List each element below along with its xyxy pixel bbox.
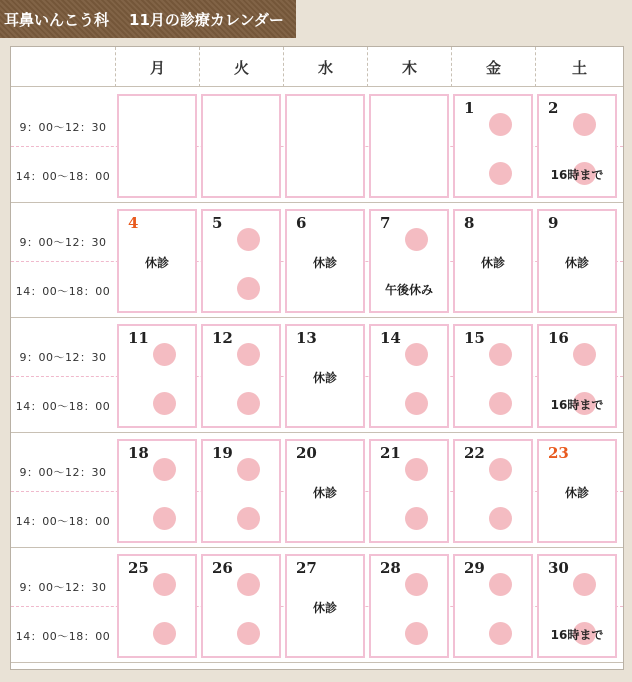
day-number: 25	[128, 559, 149, 577]
calendar-title: 11月の診療カレンダー	[129, 10, 284, 29]
day-number: 19	[212, 444, 233, 462]
day-number: 9	[548, 214, 559, 232]
pm-open-dot	[153, 507, 176, 530]
day-cell	[201, 439, 281, 543]
day-note: 16時まで	[550, 168, 604, 182]
am-open-dot	[237, 228, 260, 251]
day-number: 27	[296, 559, 317, 577]
day-cell	[285, 554, 365, 658]
day-note: 休診	[312, 256, 337, 270]
day-cell	[117, 209, 197, 313]
week-row	[11, 433, 623, 548]
day-cell	[369, 439, 449, 543]
week-row	[11, 203, 623, 318]
am-open-dot	[573, 113, 596, 136]
pm-open-dot	[489, 392, 512, 415]
pm-open-dot	[237, 507, 260, 530]
day-number: 4	[128, 214, 139, 232]
weekday-sat: 土	[535, 47, 623, 87]
week-row	[11, 88, 623, 203]
day-number: 12	[212, 329, 233, 347]
clinic-name: 耳鼻いんこう科	[4, 10, 110, 29]
calendar-panel	[10, 46, 624, 670]
am-open-dot	[405, 343, 428, 366]
day-note: 午後休み	[384, 283, 433, 297]
pm-open-dot	[237, 392, 260, 415]
time-label-am: 9：00〜12：30	[19, 581, 107, 594]
pm-open-dot	[405, 392, 428, 415]
day-cell	[537, 209, 617, 313]
day-note: 16時まで	[550, 398, 604, 412]
am-open-dot	[237, 458, 260, 481]
am-open-dot	[489, 573, 512, 596]
time-label-pm: 14：00〜18：00	[15, 515, 111, 528]
day-cell	[117, 324, 197, 428]
day-number: 22	[464, 444, 485, 462]
time-label-am: 9：00〜12：30	[19, 351, 107, 364]
pm-open-dot	[489, 162, 512, 185]
weekday-header	[11, 47, 623, 87]
pm-open-dot	[405, 622, 428, 645]
day-cell	[453, 324, 533, 428]
week-row	[11, 318, 623, 433]
empty-day-cell	[285, 94, 365, 198]
day-cell	[369, 209, 449, 313]
day-number: 13	[296, 329, 317, 347]
day-number: 20	[296, 444, 317, 462]
pm-open-dot	[153, 392, 176, 415]
day-cell	[285, 209, 365, 313]
day-note: 16時まで	[550, 628, 604, 642]
am-open-dot	[489, 458, 512, 481]
am-open-dot	[489, 113, 512, 136]
day-cell	[117, 439, 197, 543]
pm-open-dot	[237, 277, 260, 300]
day-number: 15	[464, 329, 485, 347]
day-note: 休診	[312, 601, 337, 615]
empty-day-cell	[117, 94, 197, 198]
day-number: 14	[380, 329, 401, 347]
am-open-dot	[489, 343, 512, 366]
day-number: 21	[380, 444, 401, 462]
time-label-am: 9：00〜12：30	[19, 121, 107, 134]
am-open-dot	[153, 458, 176, 481]
day-number: 8	[464, 214, 475, 232]
day-number: 2	[548, 99, 559, 117]
day-number: 30	[548, 559, 569, 577]
time-label-pm: 14：00〜18：00	[15, 400, 111, 413]
weekday-tue: 火	[199, 47, 283, 87]
empty-day-cell	[201, 94, 281, 198]
day-note: 休診	[480, 256, 505, 270]
day-note: 休診	[564, 486, 589, 500]
am-open-dot	[573, 343, 596, 366]
am-open-dot	[153, 343, 176, 366]
am-open-dot	[573, 573, 596, 596]
day-note: 休診	[312, 486, 337, 500]
day-cell	[537, 439, 617, 543]
day-note: 休診	[312, 371, 337, 385]
day-note: 休診	[564, 256, 589, 270]
pm-open-dot	[405, 507, 428, 530]
day-cell	[201, 209, 281, 313]
day-cell	[201, 324, 281, 428]
weekday-thu: 木	[367, 47, 451, 87]
day-cell	[453, 209, 533, 313]
am-open-dot	[405, 228, 428, 251]
pm-open-dot	[153, 622, 176, 645]
am-open-dot	[405, 573, 428, 596]
day-cell	[369, 554, 449, 658]
day-cell	[537, 94, 617, 198]
time-label-pm: 14：00〜18：00	[15, 630, 111, 643]
day-number: 7	[380, 214, 391, 232]
pm-open-dot	[489, 507, 512, 530]
pm-open-dot	[489, 622, 512, 645]
weekday-fri: 金	[451, 47, 535, 87]
day-number: 16	[548, 329, 569, 347]
day-cell	[453, 439, 533, 543]
day-number: 23	[548, 444, 569, 462]
am-open-dot	[237, 343, 260, 366]
weekday-wed: 水	[283, 47, 367, 87]
am-open-dot	[237, 573, 260, 596]
day-cell	[537, 324, 617, 428]
day-note: 休診	[144, 256, 169, 270]
am-open-dot	[405, 458, 428, 481]
am-open-dot	[153, 573, 176, 596]
day-cell	[369, 324, 449, 428]
pm-open-dot	[237, 622, 260, 645]
time-label-pm: 14：00〜18：00	[15, 170, 111, 183]
day-cell	[285, 439, 365, 543]
day-cell	[453, 94, 533, 198]
day-number: 26	[212, 559, 233, 577]
time-label-am: 9：00〜12：30	[19, 236, 107, 249]
empty-day-cell	[369, 94, 449, 198]
week-row	[11, 548, 623, 663]
weekday-mon: 月	[115, 47, 199, 87]
day-number: 29	[464, 559, 485, 577]
day-cell	[453, 554, 533, 658]
time-label-pm: 14：00〜18：00	[15, 285, 111, 298]
day-cell	[201, 554, 281, 658]
day-cell	[285, 324, 365, 428]
day-number: 6	[296, 214, 307, 232]
day-cell	[537, 554, 617, 658]
day-number: 5	[212, 214, 223, 232]
day-number: 1	[464, 99, 475, 117]
calendar-title-bar	[0, 0, 296, 38]
day-number: 11	[128, 329, 149, 347]
time-label-am: 9：00〜12：30	[19, 466, 107, 479]
day-number: 18	[128, 444, 149, 462]
day-number: 28	[380, 559, 401, 577]
day-cell	[117, 554, 197, 658]
